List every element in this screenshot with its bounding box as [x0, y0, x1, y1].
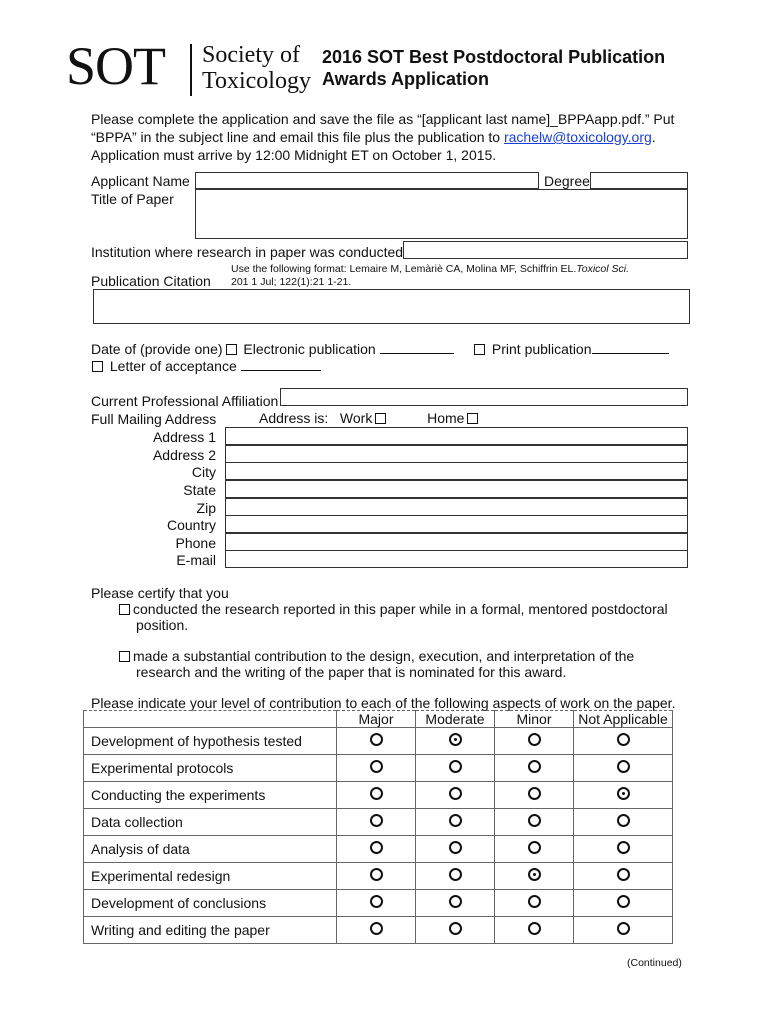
contribution-table — [83, 710, 673, 944]
citation-field[interactable] — [93, 289, 690, 324]
zip-field[interactable] — [225, 498, 688, 516]
radio-cell-not-applicable — [574, 836, 673, 863]
acceptance-row — [89, 357, 321, 375]
radio-minor[interactable] — [528, 814, 541, 827]
electronic-date-line[interactable] — [380, 341, 454, 354]
print-row — [471, 340, 669, 358]
row-label: Conducting the experiments — [84, 782, 337, 809]
institution-field[interactable] — [403, 241, 688, 259]
radio-moderate[interactable] — [449, 895, 462, 908]
column-minor: Minor — [495, 711, 574, 728]
radio-cell-minor — [495, 836, 574, 863]
instructions-line-1: Please complete the application and save the file as “[applicant last name]_BPPAapp.pdf.” Put — [91, 111, 675, 127]
radio-cell-minor — [495, 782, 574, 809]
paper-title-field[interactable] — [195, 189, 688, 239]
radio-major[interactable] — [370, 814, 383, 827]
address-is-label: Address is: — [259, 410, 329, 426]
row-label: Analysis of data — [84, 836, 337, 863]
radio-not-applicable[interactable] — [617, 895, 630, 908]
radio-major[interactable] — [370, 787, 383, 800]
radio-major[interactable] — [370, 895, 383, 908]
instructions — [91, 110, 731, 164]
degree-label: Degree — [544, 173, 590, 189]
date-row — [91, 340, 454, 358]
row-label: Development of hypothesis tested — [84, 728, 337, 755]
radio-moderate[interactable] — [449, 760, 462, 773]
logo-line-2: Toxicology — [202, 68, 311, 94]
institution-label: Institution where research in paper was conducted — [91, 244, 404, 260]
row-label: Experimental redesign — [84, 863, 337, 890]
instructions-line-2 — [91, 128, 731, 146]
applicant-name-field[interactable] — [195, 172, 539, 189]
radio-not-applicable[interactable] — [617, 733, 630, 746]
radio-minor[interactable] — [528, 760, 541, 773]
certify-1-text: conducted the research reported in this paper while in a formal, mentored postdoctoral — [133, 601, 668, 617]
radio-cell-major — [337, 863, 416, 890]
radio-not-applicable[interactable] — [617, 760, 630, 773]
radio-moderate[interactable] — [449, 814, 462, 827]
address-type-row — [259, 409, 481, 427]
page-title — [322, 46, 665, 90]
radio-cell-moderate — [416, 890, 495, 917]
radio-cell-major — [337, 836, 416, 863]
radio-cell-major — [337, 728, 416, 755]
row-label: Writing and editing the paper — [84, 917, 337, 944]
certify-item-2-cont: research and the writing of the paper that is nominated for this award. — [136, 664, 567, 680]
row-label: Development of conclusions — [84, 890, 337, 917]
sot-logo-letters: SOT — [66, 36, 166, 96]
radio-major[interactable] — [370, 841, 383, 854]
citation-format-hint — [231, 263, 629, 276]
home-checkbox[interactable] — [467, 413, 478, 424]
radio-moderate[interactable] — [449, 733, 462, 746]
certify-intro: Please certify that you — [91, 585, 229, 601]
radio-cell-moderate — [416, 863, 495, 890]
title-line-1: 2016 SOT Best Postdoctoral Publication — [322, 47, 666, 67]
radio-minor[interactable] — [528, 787, 541, 800]
instructions-period: . — [651, 129, 656, 145]
certify-1-checkbox[interactable] — [119, 604, 130, 615]
radio-cell-not-applicable — [574, 890, 673, 917]
sot-logo-name — [202, 42, 311, 94]
radio-major[interactable] — [370, 922, 383, 935]
radio-cell-major — [337, 890, 416, 917]
radio-moderate[interactable] — [449, 787, 462, 800]
column-not-applicable: Not Applicable — [574, 711, 673, 728]
radio-cell-major — [337, 809, 416, 836]
radio-cell-moderate — [416, 836, 495, 863]
paper-title-label: Title of Paper — [91, 191, 174, 207]
electronic-label: Electronic publication — [243, 341, 376, 357]
zip-label: Zip — [196, 500, 216, 516]
certify-item-1 — [116, 600, 668, 618]
radio-cell-minor — [495, 809, 574, 836]
radio-cell-moderate — [416, 755, 495, 782]
citation-hint-text: Use the following format: Lemaire M, Lemàriè CA, Molina MF, Schiffrin EL. — [231, 263, 577, 275]
radio-cell-moderate — [416, 728, 495, 755]
work-label: Work — [339, 410, 373, 426]
radio-moderate[interactable] — [449, 868, 462, 881]
radio-minor[interactable] — [528, 733, 541, 746]
radio-cell-not-applicable — [574, 863, 673, 890]
radio-not-applicable[interactable] — [617, 922, 630, 935]
radio-not-applicable[interactable] — [617, 841, 630, 854]
acceptance-label: Letter of acceptance — [109, 358, 237, 374]
radio-major[interactable] — [370, 868, 383, 881]
contribution-intro: Please indicate your level of contribution to each of the following aspects of work on the paper. — [91, 695, 676, 711]
radio-major[interactable] — [370, 760, 383, 773]
email-label: E-mail — [176, 552, 216, 568]
table-row — [84, 890, 673, 917]
address2-field[interactable] — [225, 445, 688, 463]
table-row — [84, 755, 673, 782]
electronic-checkbox[interactable] — [226, 344, 237, 355]
city-label: City — [191, 464, 216, 480]
mailing-address-label: Full Mailing Address — [91, 411, 217, 427]
acceptance-checkbox[interactable] — [92, 361, 103, 372]
instructions-text: “BPPA” in the subject line and email this file plus the publication to — [91, 129, 504, 145]
title-line-2: Awards Application — [322, 69, 490, 89]
address2-label: Address 2 — [152, 447, 216, 463]
affiliation-label: Current Professional Affiliation — [91, 393, 279, 409]
radio-cell-moderate — [416, 782, 495, 809]
radio-cell-not-applicable — [574, 755, 673, 782]
home-label: Home — [427, 410, 465, 426]
work-checkbox[interactable] — [375, 413, 386, 424]
table-row — [84, 836, 673, 863]
row-label: Data collection — [84, 809, 337, 836]
city-field[interactable] — [225, 462, 688, 480]
acceptance-date-line[interactable] — [241, 358, 321, 371]
email-field[interactable] — [225, 550, 688, 568]
radio-cell-moderate — [416, 917, 495, 944]
radio-cell-minor — [495, 728, 574, 755]
table-row — [84, 728, 673, 755]
certify-2-text: made a substantial contribution to the design, execution, and interpretation of the — [133, 648, 635, 664]
radio-cell-major — [337, 782, 416, 809]
print-checkbox[interactable] — [474, 344, 485, 355]
radio-major[interactable] — [370, 733, 383, 746]
state-field[interactable] — [225, 480, 688, 498]
radio-not-applicable[interactable] — [617, 814, 630, 827]
header-blank — [84, 711, 337, 728]
print-label: Print publication — [491, 341, 592, 357]
country-label: Country — [166, 517, 216, 533]
radio-cell-not-applicable — [574, 917, 673, 944]
phone-field[interactable] — [225, 533, 688, 551]
radio-not-applicable[interactable] — [617, 868, 630, 881]
degree-field[interactable] — [590, 172, 688, 189]
radio-cell-minor — [495, 863, 574, 890]
radio-minor[interactable] — [528, 868, 541, 881]
print-date-line[interactable] — [592, 341, 669, 354]
certify-item-1-cont: position. — [136, 617, 189, 633]
radio-moderate[interactable] — [449, 922, 462, 935]
radio-minor[interactable] — [528, 922, 541, 935]
radio-cell-moderate — [416, 809, 495, 836]
radio-cell-major — [337, 755, 416, 782]
citation-label: Publication Citation — [91, 273, 211, 289]
radio-cell-minor — [495, 755, 574, 782]
table-row — [84, 782, 673, 809]
radio-cell-minor — [495, 917, 574, 944]
radio-minor[interactable] — [528, 895, 541, 908]
radio-moderate[interactable] — [449, 841, 462, 854]
citation-hint-journal: Toxicol Sci. — [576, 263, 629, 275]
address1-label: Address 1 — [152, 429, 216, 445]
affiliation-field[interactable] — [280, 388, 688, 406]
radio-cell-major — [337, 917, 416, 944]
address1-field[interactable] — [225, 427, 688, 445]
phone-label: Phone — [175, 535, 216, 551]
instructions-line-3: Application must arrive by 12:00 Midnight ET on October 1, 2015. — [91, 147, 497, 163]
radio-cell-not-applicable — [574, 809, 673, 836]
date-label: Date of (provide one) — [91, 341, 223, 357]
contribution-header-row — [84, 711, 673, 728]
logo-divider — [190, 44, 192, 96]
column-major: Major — [337, 711, 416, 728]
email-link[interactable]: rachelw@toxicology.org — [503, 129, 652, 145]
table-row — [84, 917, 673, 944]
radio-cell-minor — [495, 890, 574, 917]
column-moderate: Moderate — [416, 711, 495, 728]
table-row — [84, 809, 673, 836]
applicant-name-label: Applicant Name — [91, 173, 190, 189]
continued-note: (Continued) — [627, 957, 682, 969]
certify-2-checkbox[interactable] — [119, 651, 130, 662]
citation-format-hint-2: 201 1 Jul; 122(1):21 1-21. — [231, 276, 352, 288]
radio-minor[interactable] — [528, 841, 541, 854]
table-row — [84, 863, 673, 890]
radio-cell-not-applicable — [574, 782, 673, 809]
logo-line-1: Society of — [202, 42, 300, 68]
radio-cell-not-applicable — [574, 728, 673, 755]
radio-not-applicable[interactable] — [617, 787, 630, 800]
row-label: Experimental protocols — [84, 755, 337, 782]
country-field[interactable] — [225, 515, 688, 533]
state-label: State — [183, 482, 216, 498]
